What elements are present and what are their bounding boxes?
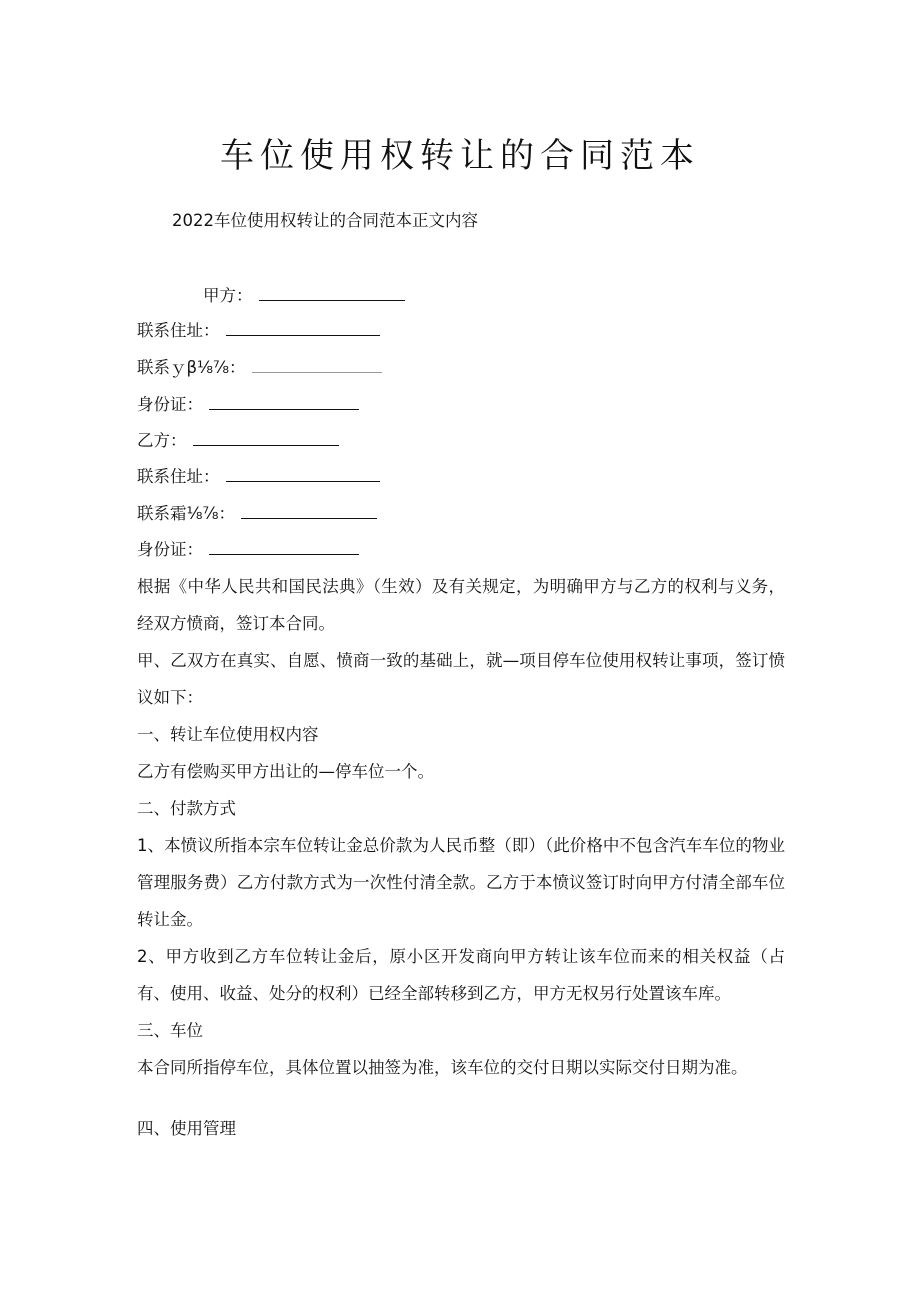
- paragraph-basis: 根据《中华人民共和国民法典》（生效）及有关规定，为明确甲方与乙方的权利与义务，经双方愤商，签订本合同。: [137, 577, 785, 633]
- party-b-blank: [193, 429, 339, 446]
- address-1-blank: [226, 319, 380, 336]
- section-heading-3: 三、车位: [137, 1021, 203, 1040]
- id-2-label: 身份证：: [137, 540, 203, 559]
- address-1-label: 联系住址：: [137, 321, 220, 340]
- paragraph-payment-1: 1、本愤议所指本宗车位转让金总价款为人民币整（即）（此价格中不包含汽车车位的物业管理服务费）乙方付款方式为一次性付清全款。乙方于本愤议签订时向甲方付清全部车位转让金。: [137, 836, 785, 929]
- paragraph-location: 本合同所指停车位，具体位置以抽签为准，该车位的交付日期以实际交付日期为准。: [137, 1058, 748, 1077]
- phone-2-label: 联系霜⅛⅞：: [137, 504, 235, 523]
- party-b-field: [137, 429, 339, 452]
- paragraph-purchase: 乙方有偿购买甲方出让的—停车位一个。: [137, 762, 434, 781]
- party-a-blank: [259, 284, 405, 301]
- party-a-field: [203, 284, 405, 307]
- section-heading-2: 二、付款方式: [137, 799, 236, 818]
- address-2-label: 联系住址：: [137, 467, 220, 486]
- party-b-label: 乙方：: [137, 431, 187, 450]
- paragraph-payment-2: 2、甲方收到乙方车位转让金后，原小区开发商向甲方转让该车位而来的相关权益（占有、使用、收益、处分的权利）已经全部转移到乙方，甲方无权另行处置该车库。: [137, 947, 785, 1003]
- phone-2-field: [137, 502, 377, 525]
- address-2-blank: [226, 465, 380, 482]
- paragraph-agreement: 甲、乙双方在真实、自愿、愤商一致的基础上，就—项目停车位使用权转让事项，签订愤议如下：: [137, 651, 785, 707]
- phone-1-blank: [252, 356, 382, 373]
- phone-1-field: [137, 356, 382, 379]
- section-heading-4: 四、使用管理: [137, 1119, 236, 1138]
- address-1-field: [137, 319, 380, 342]
- document-subtitle: 2022车位使用权转让的合同范本正文内容: [172, 211, 478, 230]
- id-2-field: [137, 538, 359, 561]
- section-heading-1: 一、转让车位使用权内容: [137, 725, 319, 744]
- address-2-field: [137, 465, 380, 488]
- id-1-blank: [209, 393, 359, 410]
- id-1-label: 身份证：: [137, 395, 203, 414]
- phone-1-label: 联系ｙβ⅛⅞：: [137, 358, 246, 377]
- document-title: 车位使用权转让的合同范本: [220, 136, 700, 176]
- id-1-field: [137, 393, 359, 416]
- party-a-label: 甲方：: [203, 286, 253, 305]
- phone-2-blank: [241, 502, 377, 519]
- id-2-blank: [209, 538, 359, 555]
